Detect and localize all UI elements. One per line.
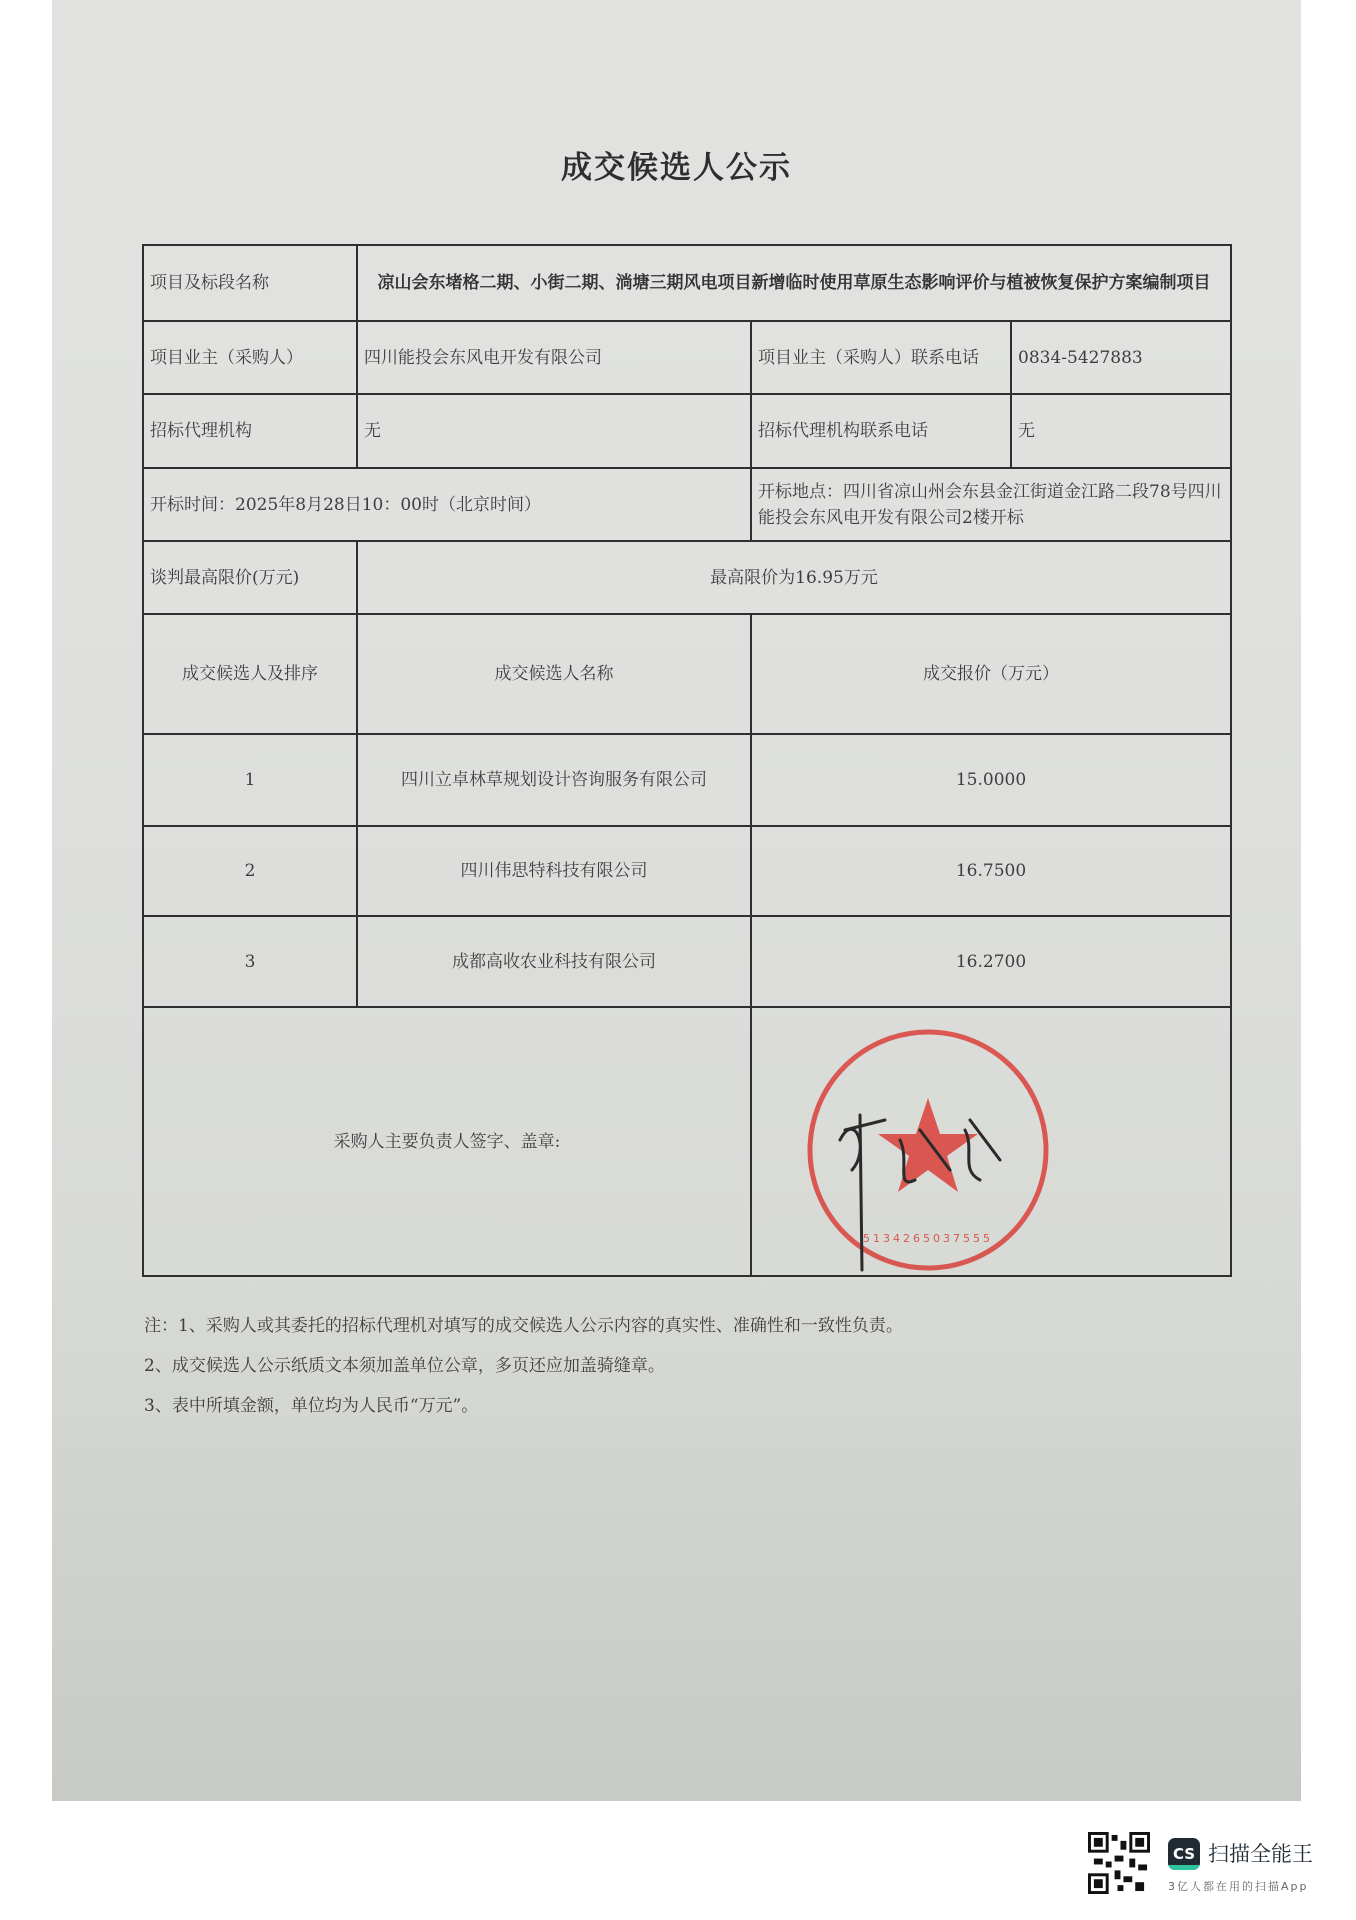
seal-code: 5134265037555 — [863, 1232, 993, 1245]
owner-phone-value: 0834-5427883 — [1018, 347, 1143, 368]
seal-star-icon — [878, 1098, 978, 1192]
candidate-rank: 3 — [144, 917, 358, 1006]
row-agency — [144, 395, 1230, 469]
note-item: 注：1、采购人或其委托的招标代理机对填写的成交候选人公示内容的真实性、准确性和一致性负责。 — [144, 1316, 903, 1336]
row-opening — [144, 469, 1230, 542]
signature-label: 采购人主要负责人签字、盖章: — [144, 1008, 752, 1275]
company-seal — [800, 1020, 1060, 1280]
qr-code-icon — [1088, 1832, 1150, 1894]
max-price-value: 最高限价为16.95万元 — [710, 567, 878, 588]
project-name: 凉山会东堵格二期、小街二期、淌塘三期风电项目新增临时使用草原生态影响评价与植被恢复保护方案编制项目 — [377, 273, 1211, 293]
opening-time: 开标时间：2025年8月28日10：00时（北京时间） — [144, 469, 752, 540]
project-label: 项目及标段名称 — [144, 246, 358, 320]
camscanner-logo-icon: CS — [1168, 1838, 1200, 1870]
row-owner — [144, 322, 1230, 395]
row-max-price — [144, 542, 1230, 615]
header-rank: 成交候选人及排序 — [144, 615, 358, 733]
candidate-price: 16.7500 — [955, 861, 1027, 881]
candidate-rank: 2 — [144, 827, 358, 915]
candidate-name: 四川立卓林草规划设计咨询服务有限公司 — [358, 735, 752, 825]
header-price: 成交报价（万元） — [923, 664, 1059, 684]
announcement-table — [142, 244, 1232, 1277]
candidate-row — [144, 735, 1230, 827]
max-price-label: 谈判最高限价(万元) — [144, 542, 358, 613]
app-tagline: 3亿人都在用的扫描App — [1168, 1880, 1309, 1893]
agency-phone-label: 招标代理机构联系电话 — [752, 395, 1012, 467]
candidate-row — [144, 917, 1230, 1008]
notes-section — [144, 1306, 903, 1426]
candidates-header-row — [144, 615, 1230, 735]
candidate-name: 成都高收农业科技有限公司 — [358, 917, 752, 1006]
agency-phone-value: 无 — [1018, 421, 1035, 441]
agency-value: 无 — [358, 395, 752, 467]
owner-label: 项目业主（采购人） — [144, 322, 358, 393]
camscanner-watermark — [1088, 1832, 1338, 1902]
header-name: 成交候选人名称 — [358, 615, 752, 733]
agency-label: 招标代理机构 — [144, 395, 358, 467]
owner-phone-label: 项目业主（采购人）联系电话 — [752, 322, 1012, 393]
owner-value: 四川能投会东风电开发有限公司 — [358, 322, 752, 393]
candidate-rank: 1 — [144, 735, 358, 825]
app-name: 扫描全能王 — [1208, 1842, 1313, 1866]
opening-place: 开标地点：四川省凉山州会东县金江街道金江路二段78号四川能投会东风电开发有限公司2楼开标 — [758, 481, 1222, 528]
note-item: 3、表中所填金额，单位均为人民币“万元”。 — [144, 1396, 479, 1416]
candidate-row — [144, 827, 1230, 917]
document-title: 成交候选人公示 — [561, 150, 792, 186]
signature-row — [144, 1008, 1230, 1275]
candidate-name: 四川伟思特科技有限公司 — [358, 827, 752, 915]
candidate-price: 15.0000 — [955, 770, 1027, 790]
note-item: 2、成交候选人公示纸质文本须加盖单位公章，多页还应加盖骑缝章。 — [144, 1356, 665, 1376]
candidate-price: 16.2700 — [955, 951, 1027, 972]
row-project — [144, 246, 1230, 322]
